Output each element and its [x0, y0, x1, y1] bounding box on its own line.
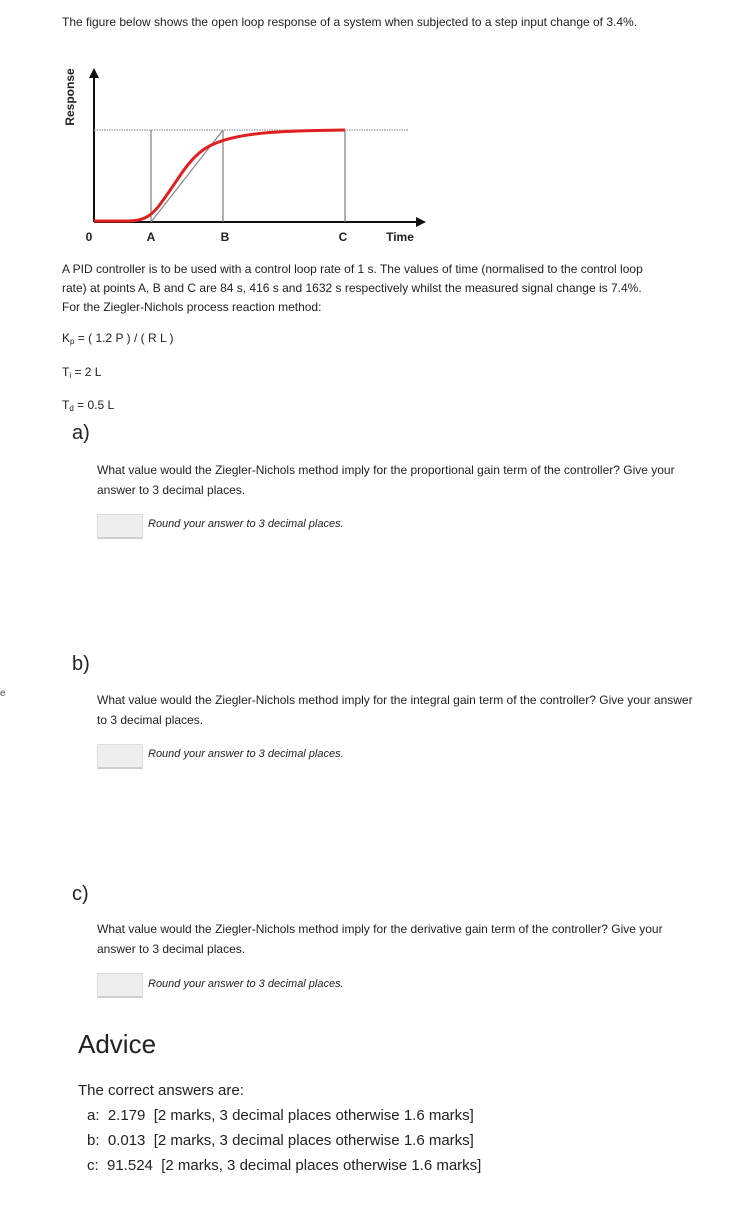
ti-expression: = 2 L	[71, 365, 102, 379]
kp-formula	[62, 331, 174, 346]
x-axis-arrow-icon	[416, 217, 426, 227]
question-a-text: What value would the Ziegler-Nichols method imply for the proportional gain term of the controller? Give your answer to 3 decimal places.	[97, 463, 675, 497]
question-c-text: What value would the Ziegler-Nichols method imply for the derivative gain term of the controller? Give your answer to 3 decimal places.	[97, 922, 663, 956]
point-a-label: A	[146, 230, 156, 244]
step-response-figure	[58, 62, 428, 252]
problem-description: A PID controller is to be used with a control loop rate of 1 s. The values of time (normalised to the control loop rate) at points A, B and C are 84 s, 416 s and 1632 s respectively whilst the measured signal change is 7.4%. For the Ziegler-Nichols process reaction method:	[62, 262, 643, 314]
ti-subscript: i	[69, 371, 72, 380]
advice-answer-b: b: 0.013 [2 marks, 3 decimal places otherwise 1.6 marks]	[87, 1132, 474, 1149]
response-curve	[94, 130, 345, 221]
answer-c-hint: Round your answer to 3 decimal places.	[148, 978, 344, 990]
kp-subscript: p	[70, 337, 75, 346]
question-b-label: b)	[72, 653, 90, 675]
answer-b-input[interactable]	[97, 744, 143, 769]
y-axis-label: Response	[63, 68, 77, 126]
td-subscript: d	[69, 404, 74, 413]
question-a-label: a)	[72, 422, 90, 444]
intro-text: The figure below shows the open loop response of a system when subjected to a step input change of 3.4%.	[62, 15, 638, 29]
answer-a-hint: Round your answer to 3 decimal places.	[148, 518, 344, 530]
x-axis-label: Time	[386, 230, 414, 244]
ti-symbol: T	[62, 365, 70, 379]
y-axis-arrow-icon	[89, 68, 99, 78]
advice-answer-c: c: 91.524 [2 marks, 3 decimal places otherwise 1.6 marks]	[87, 1157, 482, 1174]
point-b-label: B	[220, 230, 230, 244]
question-b-text: What value would the Ziegler-Nichols method imply for the integral gain term of the controller? Give your answer to 3 decimal places.	[97, 693, 693, 727]
advice-title: Advice	[78, 1029, 157, 1059]
td-expression: = 0.5 L	[73, 398, 115, 412]
kp-expression: = ( 1.2 P ) / ( R L )	[74, 331, 174, 345]
origin-label: 0	[85, 230, 93, 244]
advice-subtitle: The correct answers are:	[78, 1082, 244, 1099]
answer-c-input[interactable]	[97, 973, 143, 998]
ti-formula	[62, 365, 101, 380]
td-formula	[62, 398, 114, 413]
answer-b-hint: Round your answer to 3 decimal places.	[148, 748, 344, 760]
kp-symbol: K	[62, 331, 71, 345]
point-c-label: C	[338, 230, 348, 244]
page-edge-mark: e	[0, 688, 6, 699]
question-c-label: c)	[72, 883, 89, 905]
answer-a-input[interactable]	[97, 514, 143, 539]
advice-answer-a: a: 2.179 [2 marks, 3 decimal places otherwise 1.6 marks]	[87, 1107, 474, 1124]
td-symbol: T	[62, 398, 70, 412]
